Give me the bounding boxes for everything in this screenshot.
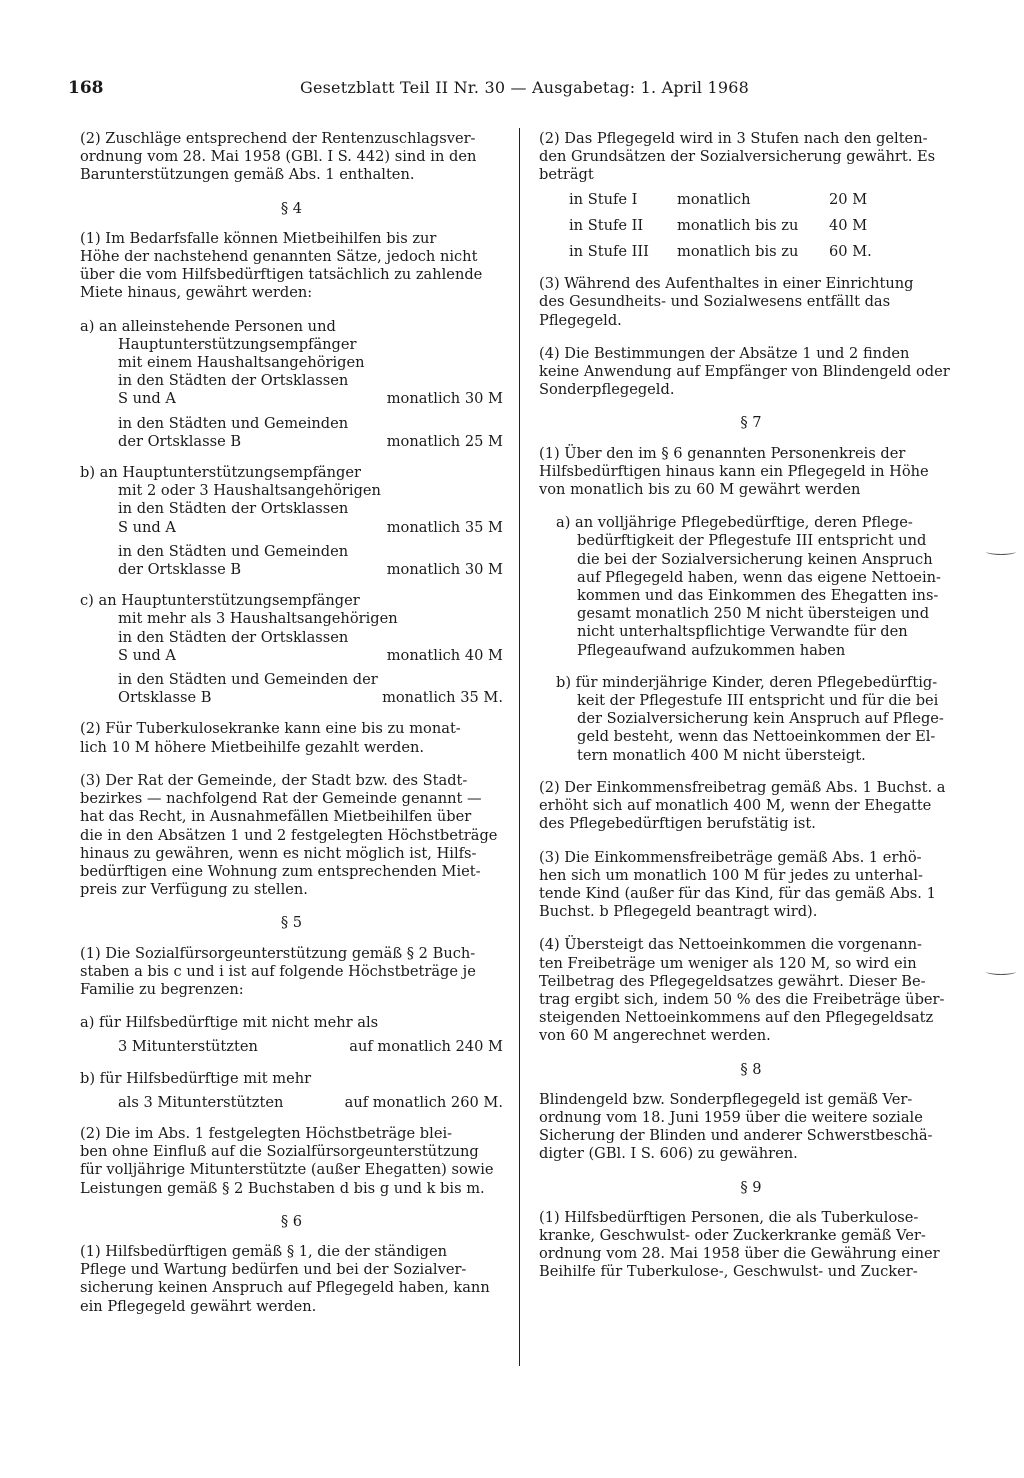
list-item: a) an volljährige Pflegebedürftige, deren Pflege- bedürftigkeit der Pflegestufe III entspricht und die bei der Sozialversicherung keinen Anspruch auf Pflegegeld haben, wenn das eigene Nettoein- kommen und das Einkommen des Ehegatten ins- gesamt monatlich 250 M nicht übersteigen und nicht unterhaltspflichtige Verwandte für den Pflegeaufwand aufzukommen haben	[556, 514, 941, 659]
paragraph: (3) Der Rat der Gemeinde, der Stadt bzw. des Stadt- bezirkes — nachfolgend Rat der Gemeinde genannt — hat das Recht, in Ausnahmefällen Mietbeihilfen über die in den Absätzen 1 und 2 festgelegten Höchstbeträge hinaus zu gewähren, wenn es nicht möglich ist, Hilfs- bedürftigen eine Wohnung zum entsprechenden Miet- preis zur Verfügung zu stellen.	[80, 771, 498, 899]
rate-row	[80, 647, 503, 665]
list-item	[80, 318, 503, 451]
column-divider	[519, 128, 520, 1366]
rate-label: als 3 Mitunterstützten	[118, 1093, 284, 1111]
rate-label: Ortsklasse B	[118, 689, 212, 707]
rate-row	[80, 519, 503, 537]
rate-label: 3 Mitunterstützten	[118, 1038, 258, 1056]
table-row	[569, 217, 963, 235]
rate-value: monatlich 25 M	[386, 432, 503, 450]
paragraph: (1) Die Sozialfürsorgeunterstützung gemäß § 2 Buch- staben a bis c und i ist auf folgende Höchstbeträge je Familie zu begrenzen:	[80, 944, 476, 998]
rate-value: monatlich 30 M	[386, 390, 503, 408]
paragraph: Blindengeld bzw. Sonderpflegegeld ist gemäß Ver- ordnung vom 18. Juni 1959 über die weitere soziale Sicherung der Blinden und anderer Schwerstbeschä- digter (GBl. I S. 606) zu gewähren.	[539, 1090, 933, 1163]
left-column	[80, 130, 503, 1331]
right-column	[539, 130, 963, 1297]
paragraph: (1) Hilfsbedürftigen gemäß § 1, die der ständigen Pflege und Wartung bedürfen und bei der Sozialver- sicherung keinen Anspruch auf Pflegegeld haben, kann ein Pflegegeld gewährt werden.	[80, 1242, 490, 1315]
list-item-text: in den Städten und Gemeinden der	[118, 671, 378, 689]
paragraph: (4) Übersteigt das Nettoeinkommen die vorgenann- ten Freibeträge um weniger als 120 M, so wird ein Teilbetrag des Pflegegeldsatzes gewährt. Dieser Be- trag ergibt sich, indem 50 % des die Freibeträge über- steigenden Nettoeinkommens auf den Pflegegeldsatz von 60 M angerechnet werden.	[539, 936, 945, 1045]
table-cell: 60 M.	[829, 243, 872, 261]
table-cell: monatlich bis zu	[677, 216, 799, 234]
table-cell: monatlich bis zu	[677, 243, 799, 261]
list-item-text: mit 2 oder 3 Haushaltsangehörigen in den Städten der Ortsklassen	[118, 482, 381, 518]
list-item	[80, 592, 503, 707]
table-row	[569, 243, 963, 261]
table-cell: in Stufe I	[569, 190, 638, 208]
list-item	[80, 1014, 503, 1056]
rate-value: auf monatlich 260 M.	[344, 1093, 503, 1111]
rate-label: S und A	[118, 646, 176, 664]
rate-row	[80, 561, 503, 579]
list-item-label: c) an Hauptunterstützungsempfänger	[80, 592, 360, 610]
paragraph: (3) Während des Aufenthaltes in einer Einrichtung des Gesundheits- und Sozialwesens entfällt das Pflegegeld.	[539, 275, 914, 329]
paragraph: (2) Das Pflegegeld wird in 3 Stufen nach den gelten- den Grundsätzen der Sozialversicherung gewährt. Es beträgt	[539, 130, 936, 184]
rate-row	[80, 689, 503, 707]
table-cell: in Stufe II	[569, 216, 644, 234]
rate-value: auf monatlich 240 M	[349, 1038, 503, 1056]
section-heading: § 6	[280, 1212, 303, 1230]
rate-row	[80, 390, 503, 408]
list-item-text: in den Städten und Gemeinden	[118, 542, 349, 560]
margin-mark	[986, 548, 1016, 555]
list-item-label: b) an Hauptunterstützungsempfänger	[80, 464, 361, 482]
page-header	[68, 78, 960, 106]
section-heading: § 8	[740, 1060, 762, 1078]
paragraph: (2) Die im Abs. 1 festgelegten Höchstbeträge blei- ben ohne Einfluß auf die Sozialfürsorgeunterstützung für volljährige Mitunterstützte (außer Ehegatten) sowie Leistungen gemäß § 2 Buchstaben d bis g und k bis m.	[80, 1124, 494, 1197]
list-item-label: a) für Hilfsbedürftige mit nicht mehr als	[80, 1014, 379, 1032]
list-item-label: b) für Hilfsbedürftige mit mehr	[80, 1069, 312, 1087]
rate-label: der Ortsklasse B	[118, 561, 242, 579]
margin-mark	[986, 968, 1016, 975]
list-item-text: Hauptunterstützungsempfänger mit einem Haushaltsangehörigen in den Städten der Ortsklassen	[118, 335, 365, 390]
paragraph: (4) Die Bestimmungen der Absätze 1 und 2 finden keine Anwendung auf Empfänger von Blindengeld oder Sonderpflegegeld.	[539, 344, 950, 399]
table-cell: monatlich	[677, 190, 751, 208]
list-item	[80, 464, 503, 579]
paragraph: (3) Die Einkommensfreibeträge gemäß Abs. 1 erhö- hen sich um monatlich 100 M für jedes zu unterhal- tende Kind (außer für das Kind, für das gemäß Abs. 1 Buchst. b Pflegegeld beantragt wird).	[539, 848, 936, 921]
rate-label: der Ortsklasse B	[118, 432, 242, 450]
table-row	[569, 191, 963, 209]
rate-value: monatlich 30 M	[386, 561, 503, 579]
table-cell: 40 M	[829, 216, 868, 234]
rate-value: monatlich 40 M	[386, 646, 503, 664]
paragraph: (2) Zuschläge entsprechend der Rentenzuschlagsver- ordnung vom 28. Mai 1958 (GBl. I S. 442) sind in den Barunterstützungen gemäß Abs. 1 enthalten.	[80, 130, 477, 184]
section-heading: § 7	[740, 414, 762, 432]
paragraph: (1) Über den im § 6 genannten Personenkreis der Hilfsbedürftigen hinaus kann ein Pflegegeld in Höhe von monatlich bis zu 60 M gewährt werden	[539, 444, 929, 499]
rate-label: S und A	[118, 518, 176, 536]
page-number: 168	[68, 78, 104, 98]
gazette-title: Gesetzblatt Teil II Nr. 30 — Ausgabetag: 1. April 1968	[300, 78, 750, 97]
paragraph: (1) Hilfsbedürftigen Personen, die als Tuberkulose- kranke, Geschwulst- oder Zuckerkranke gemäß Ver- ordnung vom 28. Mai 1958 über die Gewährung einer Beihilfe für Tuberkulose-, Geschwulst- und Zucker-	[539, 1208, 940, 1281]
rate-label: S und A	[118, 390, 176, 408]
rate-value: monatlich 35 M.	[382, 689, 503, 707]
list-item	[80, 1070, 503, 1112]
list-item-text: in den Städten und Gemeinden	[118, 414, 349, 432]
paragraph: (2) Für Tuberkulosekranke kann eine bis zu monat- lich 10 M höhere Mietbeihilfe gezahlt werden.	[80, 720, 461, 756]
list-item: b) für minderjährige Kinder, deren Pflegebedürftig- keit der Pflegestufe III entspricht und für die bei der Sozialversicherung kein Anspruch auf Pflege- geld besteht, wenn das Nettoeinkommen der El- tern monatlich 400 M nicht übersteigt.	[556, 673, 944, 764]
table-cell: in Stufe III	[569, 243, 649, 261]
rate-value: monatlich 35 M	[386, 518, 503, 536]
section-heading: § 9	[740, 1178, 762, 1196]
section-heading: § 4	[280, 199, 303, 217]
care-level-table	[569, 191, 963, 262]
rate-row	[80, 1094, 503, 1112]
list-item-label: a) an alleinstehende Personen und	[80, 317, 336, 335]
list-item-text: mit mehr als 3 Haushaltsangehörigen in den Städten der Ortsklassen	[118, 610, 398, 646]
rate-row	[80, 1038, 503, 1056]
paragraph: (2) Der Einkommensfreibetrag gemäß Abs. 1 Buchst. a erhöht sich auf monatlich 400 M, wenn der Ehegatte des Pflegebedürftigen berufstätig ist.	[539, 778, 946, 833]
table-cell: 20 M	[829, 190, 868, 208]
section-heading: § 5	[280, 914, 303, 932]
rate-row	[80, 433, 503, 451]
paragraph: (1) Im Bedarfsfalle können Mietbeihilfen bis zur Höhe der nachstehend genannten Sätze, jedoch nicht über die vom Hilfsbedürftigen tatsächlich zu zahlende Miete hinaus, gewährt werden:	[80, 229, 483, 302]
